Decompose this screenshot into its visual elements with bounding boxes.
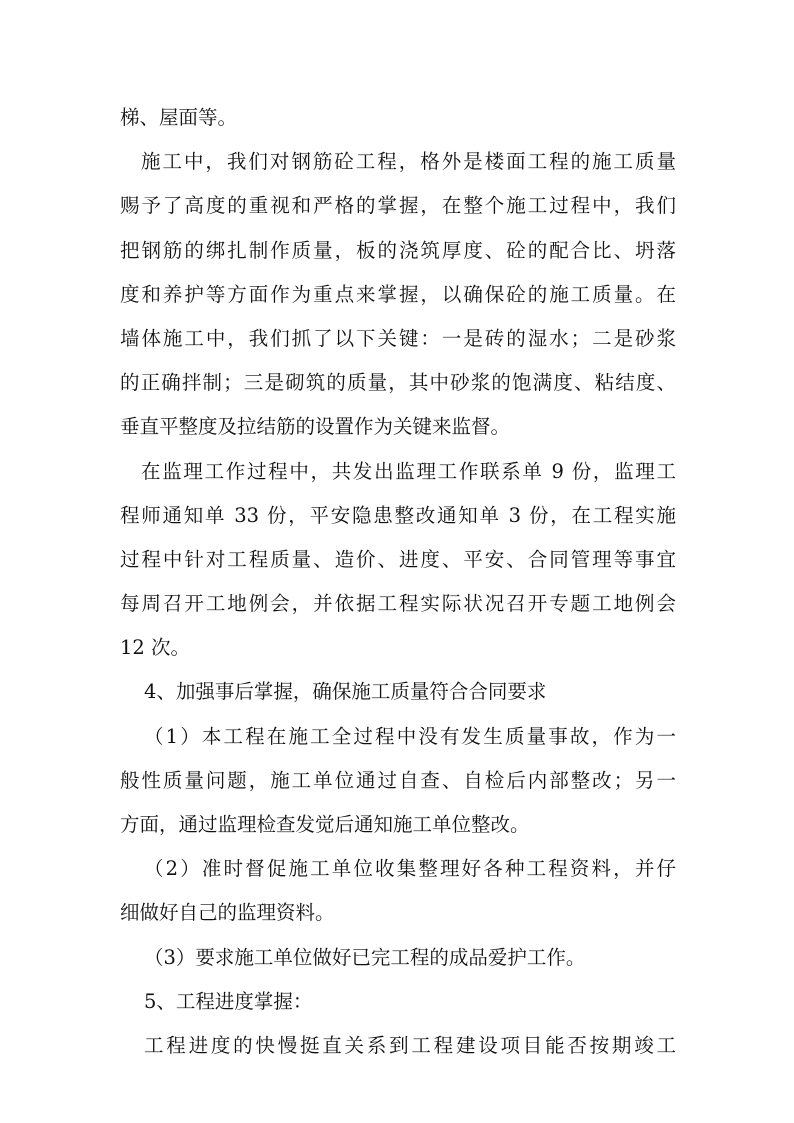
text-line: 过程中针对工程质量、造价、进度、平安、合同管理等事宜 [120, 547, 676, 571]
section-heading: 4、加强事后掌握，确保施工质量符合合同要求 [144, 680, 547, 704]
paragraph-start: 施工中，我们对钢筋砼工程，格外是楼面工程的施工质量 [141, 150, 676, 174]
paragraph-start: （2）准时督促施工单位收集整理好各种工程资料，并仔 [144, 857, 676, 881]
paragraph-start: 在监理工作过程中，共发出监理工作联系单 9 份，监理工 [141, 459, 676, 483]
text-line: 12 次。 [120, 636, 191, 660]
text-line: 细做好自己的监理资料。 [120, 901, 335, 925]
text-line: 把钢筋的绑扎制作质量，板的浇筑厚度、砼的配合比、坍落 [120, 238, 676, 262]
text-line: 每周召开工地例会，并依据工程实际状况召开专题工地例会 [120, 592, 676, 616]
text-line: 垂直平整度及拉结筋的设置作为关键来监督。 [120, 415, 511, 439]
paragraph-start: （3）要求施工单位做好已完工程的成品爱护工作。 [144, 945, 586, 969]
text-line: 梯、屋面等。 [120, 106, 238, 129]
text-line: 程师通知单 33 份，平安隐患整改通知单 3 份，在工程实施 [120, 503, 676, 527]
paragraph-start: （1）本工程在施工全过程中没有发生质量事故，作为一 [144, 724, 676, 748]
paragraph-start: 工程进度的快慢挺直关系到工程建设项目能否按期竣工 [144, 1033, 676, 1057]
text-line: 的正确拌制；三是砌筑的质量，其中砂浆的饱满度、粘结度、 [120, 371, 676, 395]
document-body [120, 96, 676, 1068]
text-line: 度和养护等方面作为重点来掌握，以确保砼的施工质量。在 [120, 282, 676, 306]
text-line: 墙体施工中，我们抓了以下关键：一是砖的湿水；二是砂浆 [120, 326, 676, 350]
section-heading: 5、工程进度掌握： [144, 989, 313, 1013]
text-line: 方面，通过监理检查发觉后通知施工单位整改。 [120, 813, 530, 836]
text-line: 般性质量问题，施工单位通过自查、自检后内部整改；另一 [120, 768, 676, 792]
text-line: 赐予了高度的重视和严格的掌握，在整个施工过程中，我们 [120, 194, 676, 218]
